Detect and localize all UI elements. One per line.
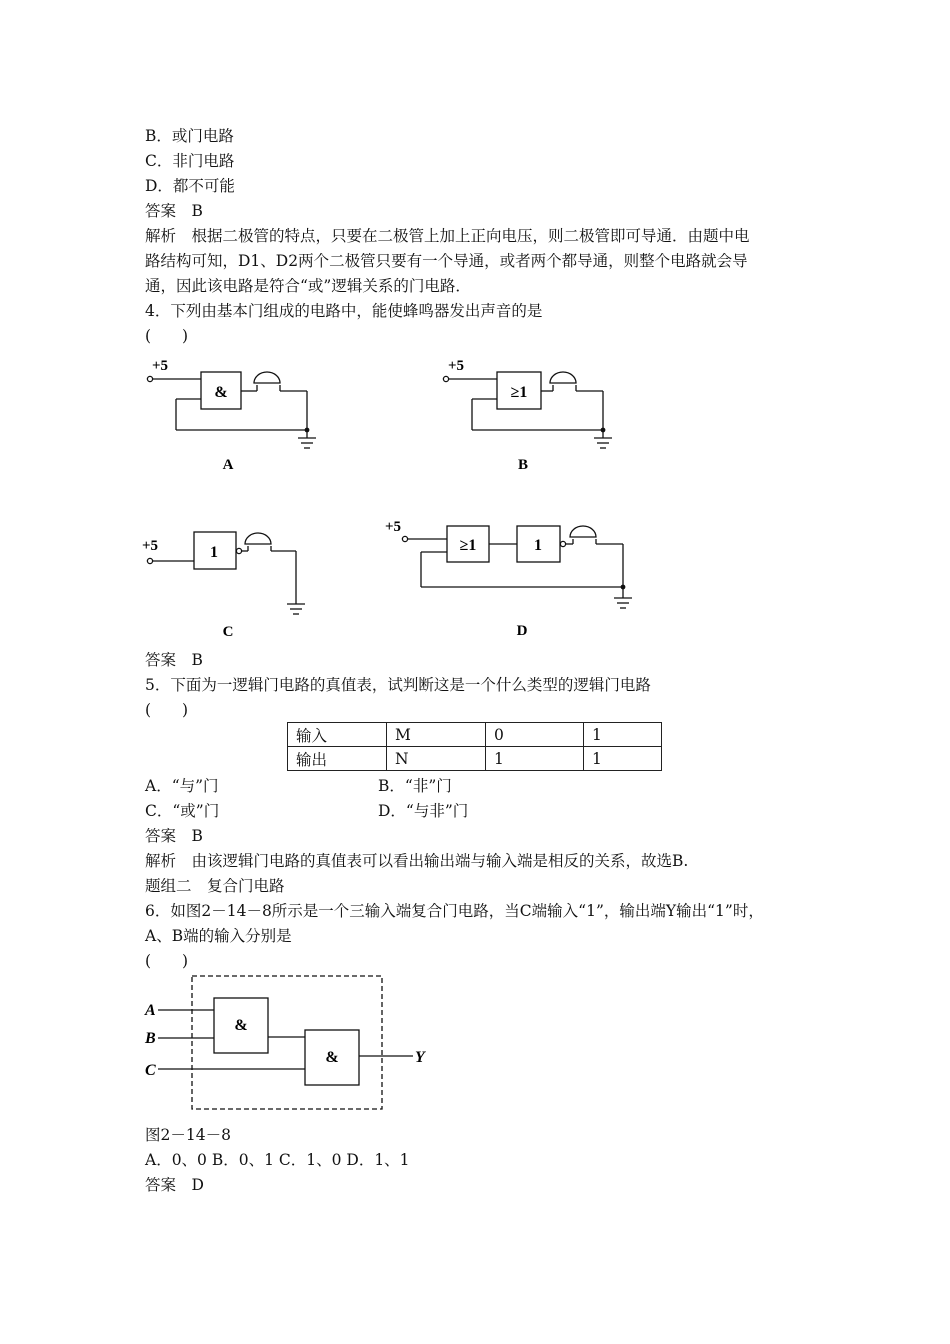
circuit-d-gate2: 1 — [534, 537, 542, 554]
q3-analysis-line2: 路结构可知，D1、D2两个二极管只要有一个导通，或者两个都导通，则整个电路就会导 — [145, 252, 748, 270]
table-cell: N — [387, 747, 486, 771]
circuit-b-gate: ≥1 — [510, 384, 528, 401]
circuit-a-diagram — [140, 352, 340, 477]
q6-stem-line2: A、B端的输入分别是 — [145, 927, 292, 945]
q3-option-c: C．非门电路 — [145, 152, 235, 170]
circuit-d-supply: +5 — [385, 519, 402, 535]
circuit-b-label: B — [517, 457, 529, 473]
figure-caption: 图2－14－8 — [145, 1126, 231, 1144]
circuit-c-supply: +5 — [142, 538, 159, 554]
table-cell: 输出 — [288, 747, 387, 771]
q3-analysis-line3: 通，因此该电路是符合“或”逻辑关系的门电路． — [145, 277, 471, 295]
composite-gate-diagram — [140, 972, 440, 1117]
circuit-b-diagram — [436, 352, 636, 477]
q5-answer: 答案 B — [145, 827, 203, 845]
group-heading: 题组二 复合门电路 — [145, 877, 285, 895]
input-a-label: A — [145, 1002, 156, 1019]
output-y-label: Y — [415, 1049, 425, 1066]
q3-analysis-line1: 解析 根据二极管的特点，只要在二极管上加上正向电压，则二极管即可导通．由题中电 — [145, 227, 750, 245]
input-b-label: B — [145, 1030, 156, 1047]
q3-option-b: B．或门电路 — [145, 127, 234, 145]
circuit-a-gate: & — [214, 384, 228, 401]
q5-stem: 5．下面为一逻辑门电路的真值表，试判断这是一个什么类型的逻辑门电路 — [145, 676, 651, 694]
q6-options: A．0、0 B．0、1 C．1、0 D．1、1 — [145, 1151, 410, 1169]
circuit-d-label: D — [516, 623, 528, 639]
q5-option-c: C．“或”门 — [145, 802, 220, 820]
circuit-b-supply: +5 — [448, 358, 465, 374]
q5-option-d: D．“与非”门 — [378, 802, 469, 820]
table-row — [288, 723, 662, 747]
input-c-label: C — [145, 1062, 156, 1079]
table-cell: 1 — [584, 723, 662, 747]
circuit-d-diagram — [383, 512, 648, 642]
q3-answer: 答案 B — [145, 202, 203, 220]
table-row — [288, 747, 662, 771]
circuit-d-gate1: ≥1 — [459, 537, 477, 554]
q5-analysis: 解析 由该逻辑门电路的真值表可以看出输出端与输入端是相反的关系，故选B. — [145, 852, 689, 870]
gate1-symbol: & — [234, 1017, 248, 1034]
q5-paren: ( ) — [145, 701, 189, 719]
q6-answer: 答案 D — [145, 1176, 204, 1194]
circuit-c-label: C — [222, 624, 234, 640]
q5-option-b: B．“非”门 — [378, 777, 452, 795]
q6-stem-line1: 6．如图2－14－8所示是一个三输入端复合门电路，当C端输入“1”，输出端Y输出“1”时， — [145, 902, 764, 920]
q4-stem: 4．下列由基本门组成的电路中，能使蜂鸣器发出声音的是 — [145, 302, 543, 320]
table-cell: 1 — [486, 747, 584, 771]
circuit-a-supply: +5 — [152, 358, 169, 374]
table-cell: 0 — [486, 723, 584, 747]
gate2-symbol: & — [325, 1049, 339, 1066]
table-cell: 1 — [584, 747, 662, 771]
circuit-c-diagram — [140, 520, 340, 645]
q3-option-d: D．都不可能 — [145, 177, 235, 195]
q6-paren: ( ) — [145, 952, 189, 970]
q4-paren: ( ) — [145, 327, 189, 345]
circuit-c-gate: 1 — [210, 544, 218, 561]
table-cell: M — [387, 723, 486, 747]
table-cell: 输入 — [288, 723, 387, 747]
truth-table — [287, 722, 662, 771]
circuit-a-label: A — [222, 457, 234, 473]
q5-option-a: A．“与”门 — [145, 777, 219, 795]
q4-answer: 答案 B — [145, 651, 203, 669]
